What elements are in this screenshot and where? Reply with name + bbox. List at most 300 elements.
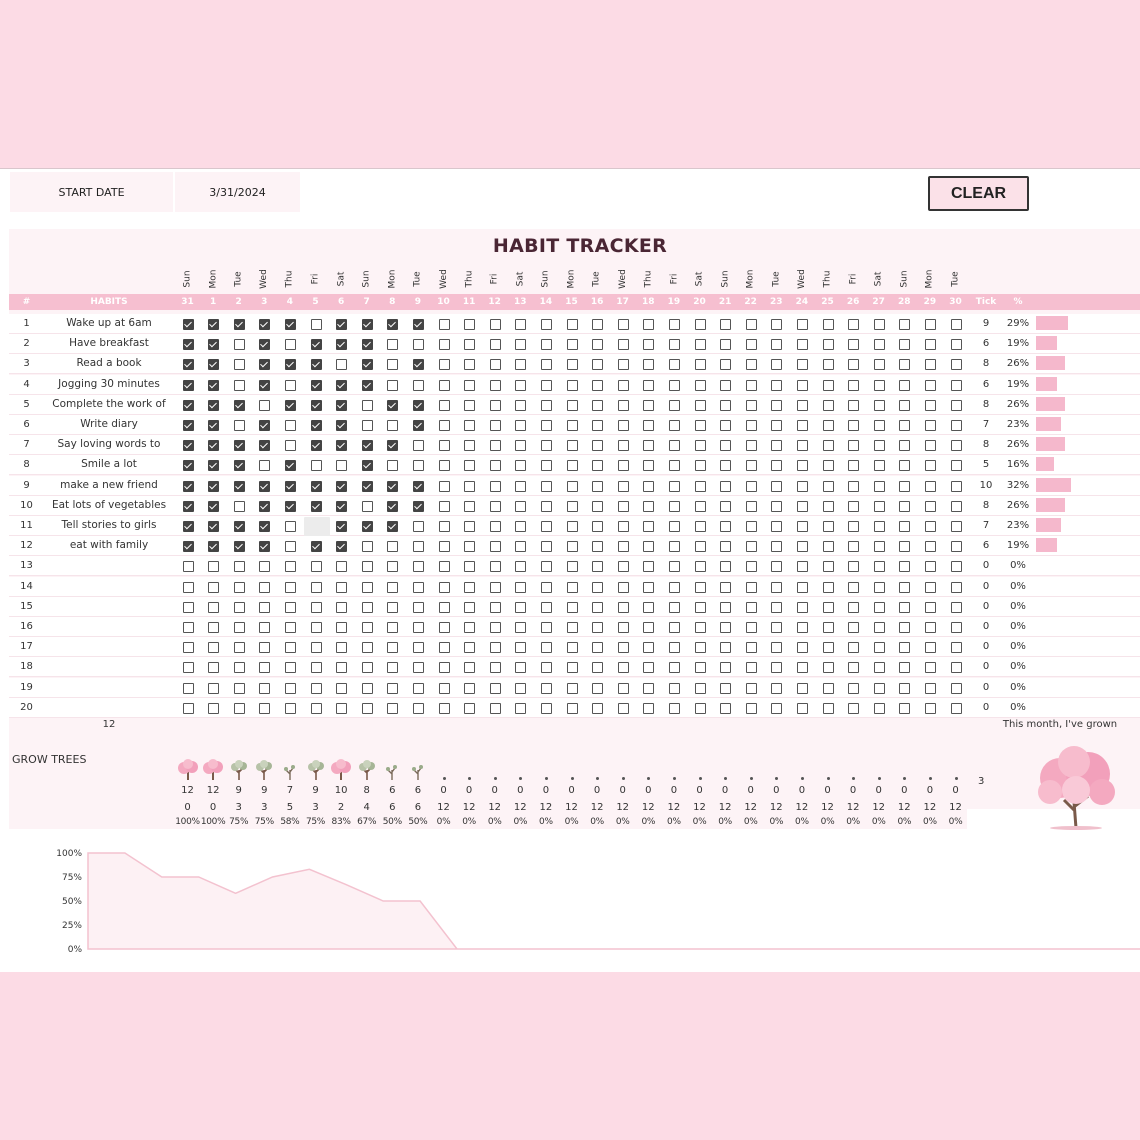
day-checkbox[interactable] <box>490 501 501 512</box>
day-checkbox[interactable] <box>771 319 782 330</box>
day-checkbox-checked[interactable] <box>259 359 270 370</box>
day-checkbox[interactable] <box>951 703 962 714</box>
day-checkbox[interactable] <box>771 703 782 714</box>
day-checkbox[interactable] <box>515 481 526 492</box>
day-checkbox[interactable] <box>695 339 706 350</box>
day-checkbox[interactable] <box>413 602 424 613</box>
day-checkbox[interactable] <box>413 521 424 532</box>
day-checkbox-empty[interactable] <box>304 517 330 537</box>
day-checkbox[interactable] <box>669 541 680 552</box>
day-checkbox[interactable] <box>899 420 910 431</box>
day-checkbox[interactable] <box>515 501 526 512</box>
day-checkbox[interactable] <box>771 481 782 492</box>
day-checkbox[interactable] <box>669 602 680 613</box>
day-checkbox-checked[interactable] <box>311 420 322 431</box>
day-checkbox[interactable] <box>387 380 398 391</box>
day-checkbox[interactable] <box>823 460 834 471</box>
day-checkbox[interactable] <box>874 683 885 694</box>
day-checkbox[interactable] <box>311 460 322 471</box>
day-checkbox[interactable] <box>234 602 245 613</box>
day-checkbox[interactable] <box>797 703 808 714</box>
day-checkbox[interactable] <box>848 380 859 391</box>
day-checkbox[interactable] <box>285 582 296 593</box>
day-checkbox[interactable] <box>951 642 962 653</box>
day-checkbox[interactable] <box>669 501 680 512</box>
day-checkbox[interactable] <box>618 662 629 673</box>
day-checkbox[interactable] <box>259 582 270 593</box>
day-checkbox-checked[interactable] <box>362 339 373 350</box>
day-checkbox[interactable] <box>643 703 654 714</box>
day-checkbox[interactable] <box>567 440 578 451</box>
day-checkbox[interactable] <box>259 703 270 714</box>
day-checkbox-checked[interactable] <box>208 380 219 391</box>
day-checkbox[interactable] <box>643 319 654 330</box>
day-checkbox[interactable] <box>695 481 706 492</box>
day-checkbox[interactable] <box>848 440 859 451</box>
day-checkbox[interactable] <box>311 561 322 572</box>
day-checkbox[interactable] <box>899 662 910 673</box>
day-checkbox[interactable] <box>618 481 629 492</box>
day-checkbox[interactable] <box>208 622 219 633</box>
day-checkbox[interactable] <box>490 521 501 532</box>
day-checkbox-checked[interactable] <box>311 440 322 451</box>
day-checkbox[interactable] <box>797 380 808 391</box>
day-checkbox[interactable] <box>874 561 885 572</box>
day-checkbox[interactable] <box>439 440 450 451</box>
day-checkbox[interactable] <box>464 420 475 431</box>
day-checkbox[interactable] <box>259 602 270 613</box>
day-checkbox[interactable] <box>618 460 629 471</box>
day-checkbox-checked[interactable] <box>208 541 219 552</box>
day-checkbox[interactable] <box>695 561 706 572</box>
day-checkbox[interactable] <box>515 319 526 330</box>
day-checkbox[interactable] <box>362 561 373 572</box>
day-checkbox-checked[interactable] <box>183 400 194 411</box>
day-checkbox[interactable] <box>643 683 654 694</box>
day-checkbox[interactable] <box>515 339 526 350</box>
day-checkbox[interactable] <box>951 440 962 451</box>
day-checkbox[interactable] <box>771 460 782 471</box>
day-checkbox-checked[interactable] <box>259 319 270 330</box>
day-checkbox[interactable] <box>311 683 322 694</box>
day-checkbox[interactable] <box>515 440 526 451</box>
day-checkbox[interactable] <box>695 460 706 471</box>
day-checkbox[interactable] <box>643 642 654 653</box>
day-checkbox[interactable] <box>618 622 629 633</box>
day-checkbox-checked[interactable] <box>311 339 322 350</box>
day-checkbox-checked[interactable] <box>259 521 270 532</box>
day-checkbox[interactable] <box>925 501 936 512</box>
day-checkbox[interactable] <box>464 642 475 653</box>
day-checkbox[interactable] <box>490 683 501 694</box>
day-checkbox[interactable] <box>643 521 654 532</box>
day-checkbox[interactable] <box>899 582 910 593</box>
day-checkbox[interactable] <box>669 703 680 714</box>
day-checkbox[interactable] <box>362 501 373 512</box>
day-checkbox[interactable] <box>285 440 296 451</box>
day-checkbox[interactable] <box>720 662 731 673</box>
day-checkbox[interactable] <box>695 622 706 633</box>
day-checkbox[interactable] <box>746 561 757 572</box>
day-checkbox[interactable] <box>439 359 450 370</box>
day-checkbox[interactable] <box>746 460 757 471</box>
day-checkbox[interactable] <box>618 521 629 532</box>
day-checkbox[interactable] <box>464 501 475 512</box>
day-checkbox-checked[interactable] <box>234 440 245 451</box>
day-checkbox[interactable] <box>490 703 501 714</box>
day-checkbox[interactable] <box>848 460 859 471</box>
day-checkbox-checked[interactable] <box>234 541 245 552</box>
day-checkbox[interactable] <box>592 582 603 593</box>
day-checkbox[interactable] <box>490 400 501 411</box>
day-checkbox[interactable] <box>746 339 757 350</box>
day-checkbox[interactable] <box>746 481 757 492</box>
day-checkbox[interactable] <box>567 602 578 613</box>
day-checkbox[interactable] <box>925 380 936 391</box>
day-checkbox[interactable] <box>311 602 322 613</box>
day-checkbox[interactable] <box>746 319 757 330</box>
day-checkbox[interactable] <box>848 319 859 330</box>
day-checkbox-checked[interactable] <box>234 521 245 532</box>
day-checkbox-checked[interactable] <box>208 339 219 350</box>
day-checkbox[interactable] <box>925 460 936 471</box>
day-checkbox[interactable] <box>797 400 808 411</box>
day-checkbox-checked[interactable] <box>362 460 373 471</box>
day-checkbox[interactable] <box>413 582 424 593</box>
day-checkbox[interactable] <box>848 339 859 350</box>
day-checkbox[interactable] <box>899 319 910 330</box>
day-checkbox[interactable] <box>669 521 680 532</box>
day-checkbox[interactable] <box>899 501 910 512</box>
day-checkbox[interactable] <box>643 440 654 451</box>
day-checkbox[interactable] <box>592 460 603 471</box>
day-checkbox[interactable] <box>439 582 450 593</box>
day-checkbox[interactable] <box>848 481 859 492</box>
day-checkbox[interactable] <box>669 380 680 391</box>
day-checkbox[interactable] <box>234 561 245 572</box>
day-checkbox[interactable] <box>771 359 782 370</box>
day-checkbox[interactable] <box>771 662 782 673</box>
day-checkbox[interactable] <box>925 662 936 673</box>
day-checkbox[interactable] <box>823 501 834 512</box>
day-checkbox[interactable] <box>413 642 424 653</box>
day-checkbox[interactable] <box>823 440 834 451</box>
day-checkbox[interactable] <box>515 662 526 673</box>
day-checkbox[interactable] <box>515 582 526 593</box>
day-checkbox[interactable] <box>464 582 475 593</box>
day-checkbox[interactable] <box>234 683 245 694</box>
day-checkbox[interactable] <box>899 683 910 694</box>
day-checkbox-checked[interactable] <box>311 481 322 492</box>
day-checkbox[interactable] <box>823 481 834 492</box>
day-checkbox[interactable] <box>234 662 245 673</box>
day-checkbox[interactable] <box>771 642 782 653</box>
day-checkbox[interactable] <box>515 703 526 714</box>
day-checkbox[interactable] <box>285 339 296 350</box>
day-checkbox[interactable] <box>490 420 501 431</box>
day-checkbox-checked[interactable] <box>311 541 322 552</box>
day-checkbox-checked[interactable] <box>183 541 194 552</box>
day-checkbox[interactable] <box>720 319 731 330</box>
day-checkbox[interactable] <box>771 622 782 633</box>
day-checkbox[interactable] <box>925 602 936 613</box>
day-checkbox[interactable] <box>464 683 475 694</box>
day-checkbox[interactable] <box>720 521 731 532</box>
day-checkbox[interactable] <box>464 359 475 370</box>
day-checkbox[interactable] <box>567 541 578 552</box>
day-checkbox-checked[interactable] <box>259 440 270 451</box>
day-checkbox[interactable] <box>567 481 578 492</box>
day-checkbox[interactable] <box>669 481 680 492</box>
day-checkbox[interactable] <box>592 319 603 330</box>
day-checkbox[interactable] <box>874 440 885 451</box>
day-checkbox[interactable] <box>771 501 782 512</box>
day-checkbox[interactable] <box>311 319 322 330</box>
day-checkbox[interactable] <box>183 703 194 714</box>
day-checkbox[interactable] <box>720 460 731 471</box>
day-checkbox[interactable] <box>771 582 782 593</box>
day-checkbox[interactable] <box>567 703 578 714</box>
day-checkbox[interactable] <box>746 622 757 633</box>
day-checkbox[interactable] <box>669 319 680 330</box>
day-checkbox[interactable] <box>720 339 731 350</box>
day-checkbox[interactable] <box>618 541 629 552</box>
day-checkbox[interactable] <box>515 561 526 572</box>
day-checkbox-checked[interactable] <box>413 359 424 370</box>
day-checkbox[interactable] <box>874 400 885 411</box>
day-checkbox[interactable] <box>720 359 731 370</box>
day-checkbox[interactable] <box>541 339 552 350</box>
day-checkbox[interactable] <box>669 420 680 431</box>
day-checkbox[interactable] <box>234 339 245 350</box>
day-checkbox[interactable] <box>336 662 347 673</box>
day-checkbox[interactable] <box>899 642 910 653</box>
day-checkbox[interactable] <box>464 460 475 471</box>
day-checkbox[interactable] <box>439 602 450 613</box>
day-checkbox[interactable] <box>439 501 450 512</box>
day-checkbox[interactable] <box>234 420 245 431</box>
day-checkbox[interactable] <box>669 339 680 350</box>
day-checkbox-checked[interactable] <box>336 541 347 552</box>
day-checkbox-checked[interactable] <box>183 501 194 512</box>
day-checkbox[interactable] <box>720 420 731 431</box>
day-checkbox[interactable] <box>925 359 936 370</box>
day-checkbox[interactable] <box>567 359 578 370</box>
day-checkbox[interactable] <box>925 622 936 633</box>
day-checkbox[interactable] <box>669 582 680 593</box>
day-checkbox[interactable] <box>951 481 962 492</box>
day-checkbox-checked[interactable] <box>285 501 296 512</box>
day-checkbox[interactable] <box>541 440 552 451</box>
day-checkbox[interactable] <box>797 541 808 552</box>
day-checkbox[interactable] <box>848 582 859 593</box>
day-checkbox[interactable] <box>874 420 885 431</box>
day-checkbox[interactable] <box>567 642 578 653</box>
day-checkbox[interactable] <box>439 339 450 350</box>
day-checkbox[interactable] <box>823 683 834 694</box>
day-checkbox[interactable] <box>720 501 731 512</box>
day-checkbox[interactable] <box>515 541 526 552</box>
day-checkbox[interactable] <box>183 602 194 613</box>
day-checkbox[interactable] <box>797 440 808 451</box>
day-checkbox[interactable] <box>464 319 475 330</box>
day-checkbox[interactable] <box>183 582 194 593</box>
day-checkbox[interactable] <box>464 339 475 350</box>
day-checkbox[interactable] <box>695 683 706 694</box>
day-checkbox[interactable] <box>208 683 219 694</box>
day-checkbox[interactable] <box>899 703 910 714</box>
day-checkbox[interactable] <box>413 380 424 391</box>
day-checkbox[interactable] <box>490 460 501 471</box>
day-checkbox[interactable] <box>336 582 347 593</box>
day-checkbox-checked[interactable] <box>336 380 347 391</box>
day-checkbox[interactable] <box>848 703 859 714</box>
day-checkbox-checked[interactable] <box>336 400 347 411</box>
day-checkbox-checked[interactable] <box>259 380 270 391</box>
day-checkbox[interactable] <box>823 420 834 431</box>
day-checkbox[interactable] <box>259 683 270 694</box>
day-checkbox[interactable] <box>490 380 501 391</box>
day-checkbox[interactable] <box>874 319 885 330</box>
day-checkbox-checked[interactable] <box>311 380 322 391</box>
day-checkbox[interactable] <box>439 400 450 411</box>
day-checkbox-checked[interactable] <box>413 481 424 492</box>
day-checkbox[interactable] <box>899 380 910 391</box>
day-checkbox[interactable] <box>183 622 194 633</box>
day-checkbox[interactable] <box>567 521 578 532</box>
day-checkbox[interactable] <box>464 541 475 552</box>
day-checkbox[interactable] <box>362 703 373 714</box>
day-checkbox[interactable] <box>848 541 859 552</box>
day-checkbox[interactable] <box>848 642 859 653</box>
day-checkbox[interactable] <box>285 622 296 633</box>
day-checkbox[interactable] <box>899 400 910 411</box>
day-checkbox[interactable] <box>439 703 450 714</box>
day-checkbox[interactable] <box>720 481 731 492</box>
day-checkbox[interactable] <box>669 642 680 653</box>
day-checkbox[interactable] <box>720 703 731 714</box>
day-checkbox[interactable] <box>797 521 808 532</box>
day-checkbox-checked[interactable] <box>311 400 322 411</box>
day-checkbox[interactable] <box>797 481 808 492</box>
day-checkbox[interactable] <box>746 703 757 714</box>
day-checkbox[interactable] <box>695 642 706 653</box>
day-checkbox[interactable] <box>336 602 347 613</box>
day-checkbox[interactable] <box>848 683 859 694</box>
day-checkbox[interactable] <box>259 642 270 653</box>
day-checkbox[interactable] <box>695 703 706 714</box>
day-checkbox[interactable] <box>234 501 245 512</box>
day-checkbox[interactable] <box>515 359 526 370</box>
day-checkbox[interactable] <box>951 400 962 411</box>
day-checkbox[interactable] <box>464 662 475 673</box>
day-checkbox[interactable] <box>797 319 808 330</box>
day-checkbox[interactable] <box>387 662 398 673</box>
day-checkbox-checked[interactable] <box>208 319 219 330</box>
day-checkbox[interactable] <box>797 662 808 673</box>
day-checkbox[interactable] <box>592 380 603 391</box>
day-checkbox-checked[interactable] <box>183 359 194 370</box>
day-checkbox-checked[interactable] <box>285 400 296 411</box>
day-checkbox-checked[interactable] <box>311 359 322 370</box>
day-checkbox[interactable] <box>797 359 808 370</box>
day-checkbox[interactable] <box>695 582 706 593</box>
day-checkbox[interactable] <box>208 703 219 714</box>
day-checkbox[interactable] <box>746 501 757 512</box>
day-checkbox[interactable] <box>618 561 629 572</box>
day-checkbox[interactable] <box>490 541 501 552</box>
day-checkbox[interactable] <box>285 561 296 572</box>
day-checkbox[interactable] <box>285 602 296 613</box>
day-checkbox[interactable] <box>720 561 731 572</box>
day-checkbox[interactable] <box>643 420 654 431</box>
day-checkbox[interactable] <box>387 339 398 350</box>
day-checkbox[interactable] <box>720 541 731 552</box>
day-checkbox[interactable] <box>413 703 424 714</box>
day-checkbox[interactable] <box>899 561 910 572</box>
day-checkbox[interactable] <box>695 662 706 673</box>
day-checkbox[interactable] <box>362 602 373 613</box>
day-checkbox[interactable] <box>259 561 270 572</box>
day-checkbox[interactable] <box>387 561 398 572</box>
day-checkbox[interactable] <box>208 602 219 613</box>
day-checkbox[interactable] <box>797 561 808 572</box>
day-checkbox[interactable] <box>643 460 654 471</box>
day-checkbox[interactable] <box>311 703 322 714</box>
day-checkbox[interactable] <box>464 703 475 714</box>
day-checkbox[interactable] <box>669 662 680 673</box>
day-checkbox[interactable] <box>311 622 322 633</box>
day-checkbox[interactable] <box>259 622 270 633</box>
day-checkbox[interactable] <box>746 582 757 593</box>
day-checkbox[interactable] <box>771 683 782 694</box>
day-checkbox[interactable] <box>746 602 757 613</box>
day-checkbox-checked[interactable] <box>234 481 245 492</box>
day-checkbox-checked[interactable] <box>183 440 194 451</box>
day-checkbox[interactable] <box>336 642 347 653</box>
day-checkbox[interactable] <box>439 561 450 572</box>
day-checkbox[interactable] <box>387 359 398 370</box>
day-checkbox[interactable] <box>515 521 526 532</box>
day-checkbox[interactable] <box>387 420 398 431</box>
day-checkbox[interactable] <box>925 582 936 593</box>
day-checkbox[interactable] <box>208 582 219 593</box>
day-checkbox[interactable] <box>567 380 578 391</box>
day-checkbox-checked[interactable] <box>208 460 219 471</box>
day-checkbox[interactable] <box>618 501 629 512</box>
day-checkbox[interactable] <box>618 380 629 391</box>
day-checkbox[interactable] <box>899 339 910 350</box>
day-checkbox[interactable] <box>464 602 475 613</box>
day-checkbox[interactable] <box>439 642 450 653</box>
day-checkbox[interactable] <box>490 642 501 653</box>
day-checkbox[interactable] <box>234 642 245 653</box>
day-checkbox[interactable] <box>797 602 808 613</box>
day-checkbox[interactable] <box>874 460 885 471</box>
day-checkbox-checked[interactable] <box>234 319 245 330</box>
day-checkbox-checked[interactable] <box>208 481 219 492</box>
day-checkbox[interactable] <box>490 582 501 593</box>
day-checkbox-checked[interactable] <box>259 541 270 552</box>
day-checkbox[interactable] <box>515 380 526 391</box>
day-checkbox[interactable] <box>490 662 501 673</box>
day-checkbox[interactable] <box>618 440 629 451</box>
day-checkbox[interactable] <box>695 602 706 613</box>
day-checkbox-checked[interactable] <box>208 440 219 451</box>
day-checkbox[interactable] <box>259 400 270 411</box>
day-checkbox[interactable] <box>285 380 296 391</box>
day-checkbox[interactable] <box>336 683 347 694</box>
